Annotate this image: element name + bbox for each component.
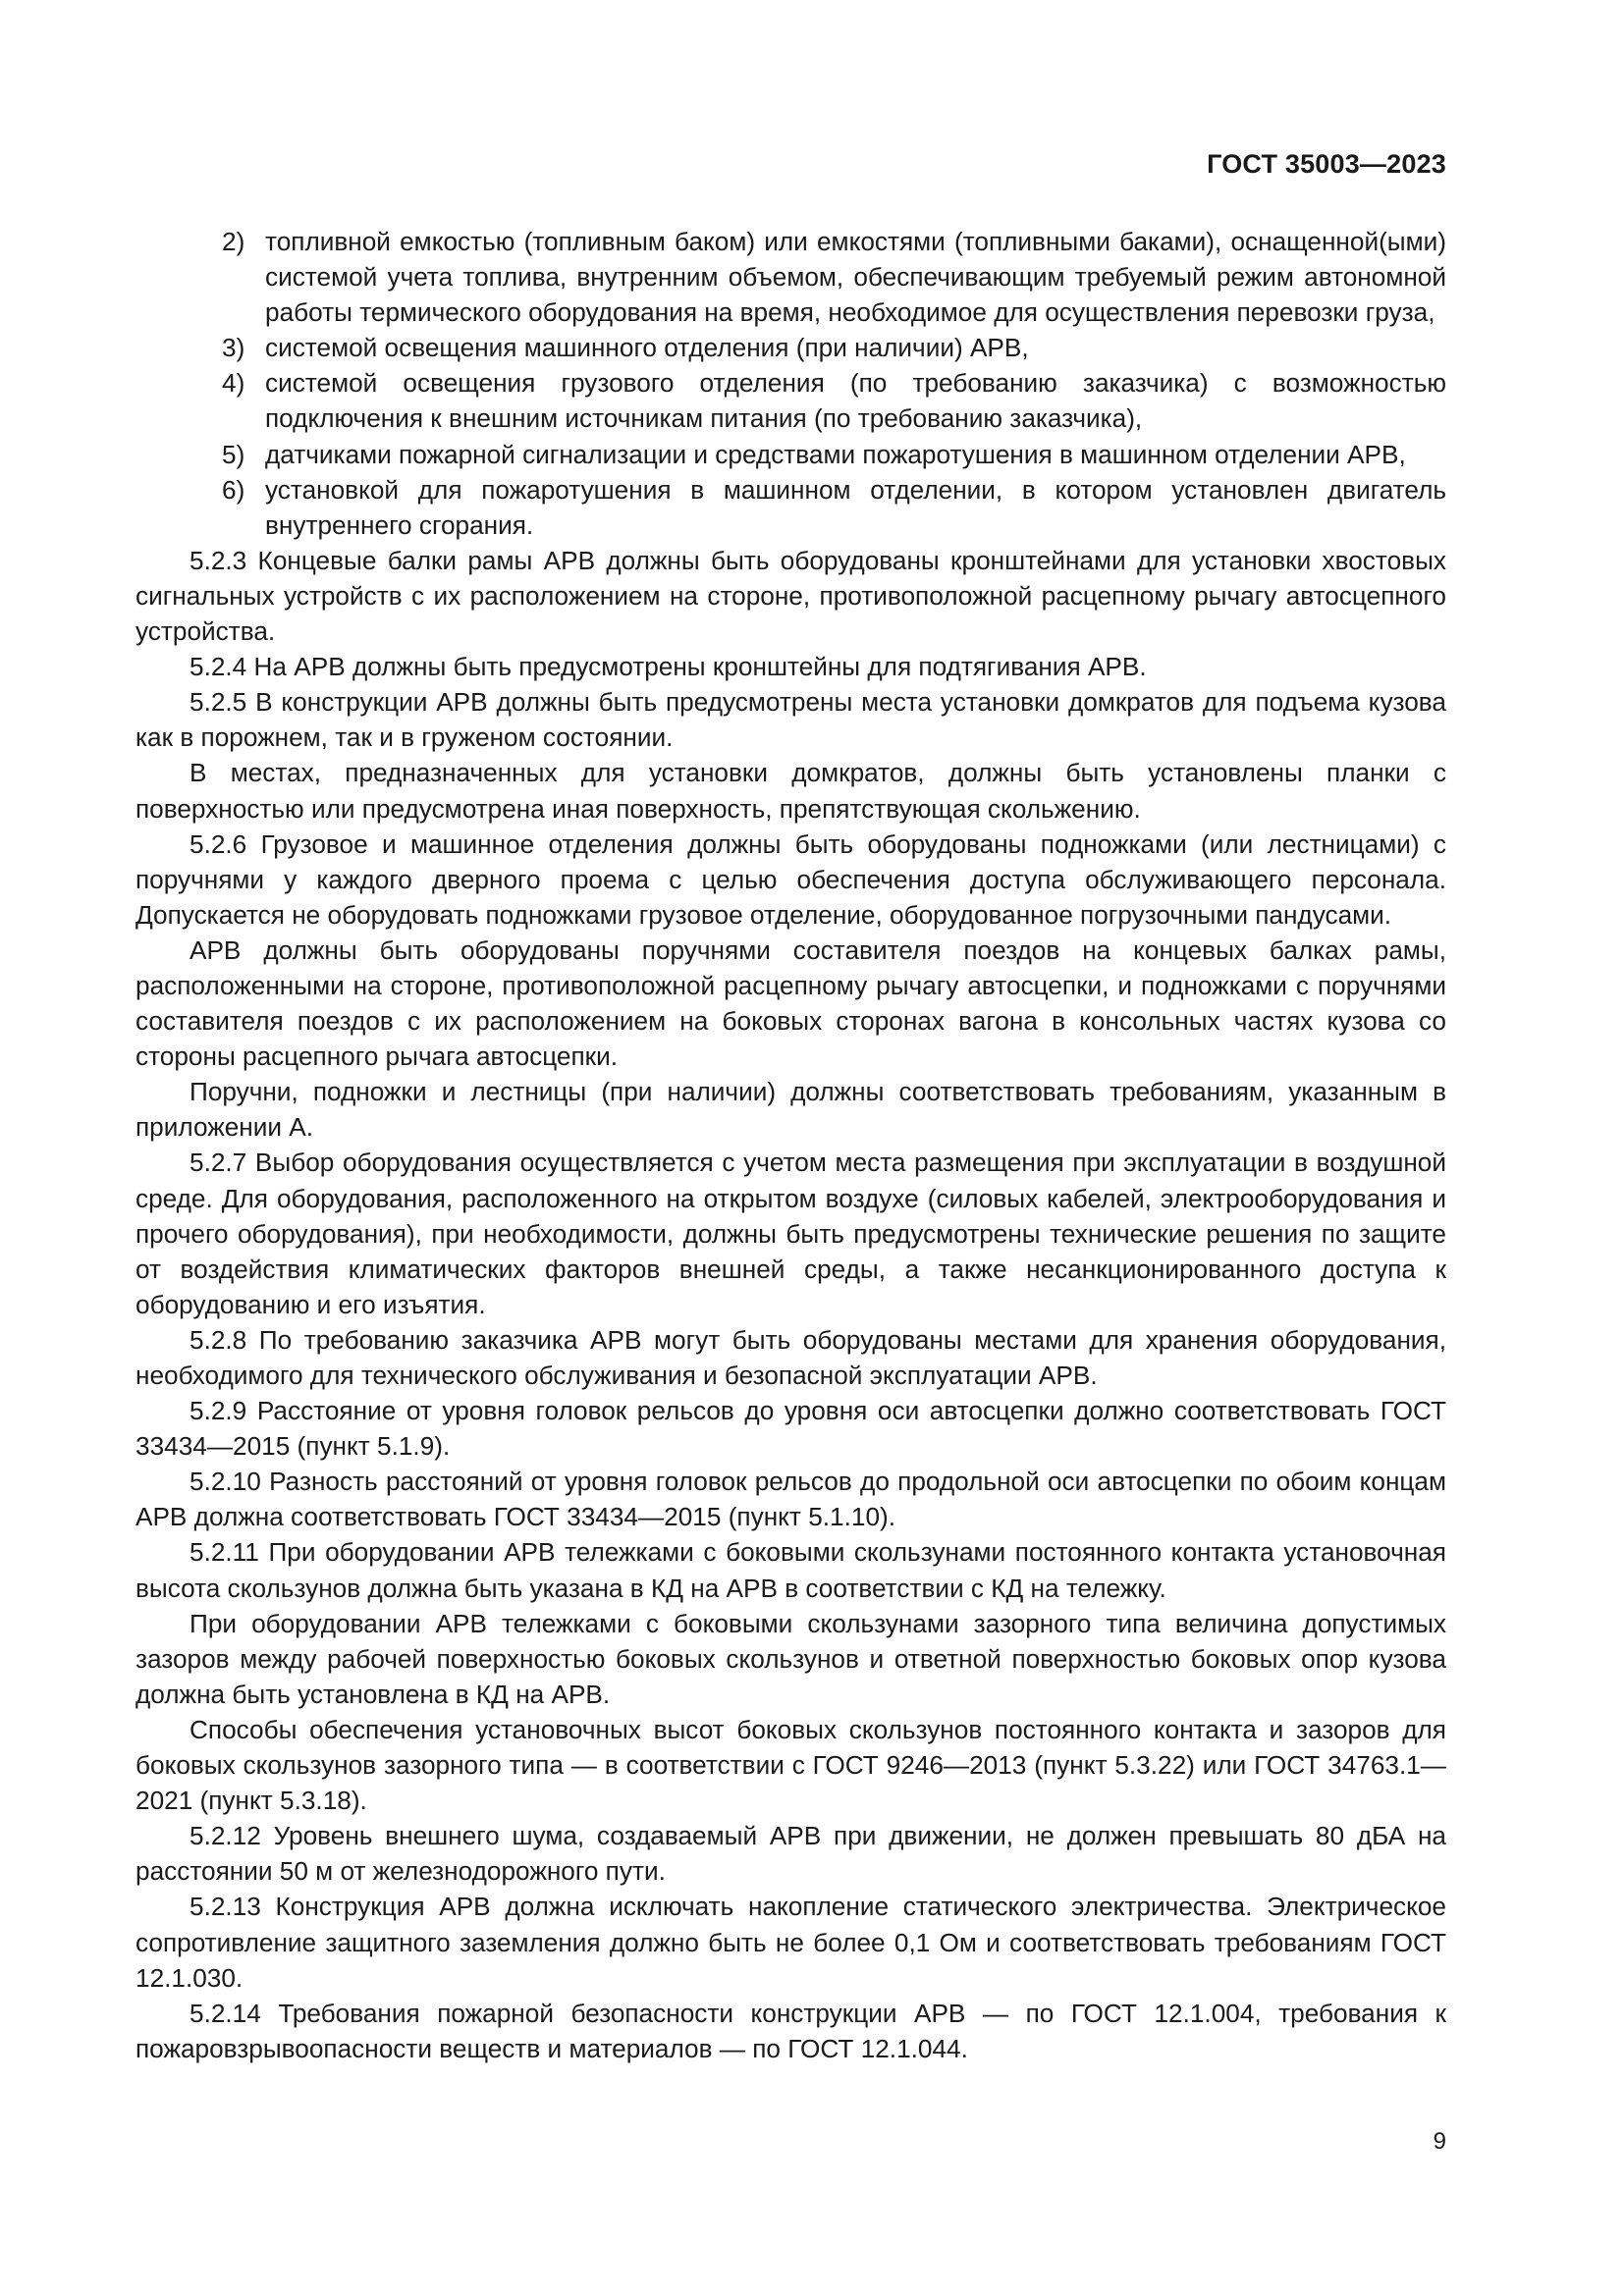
paragraph-5-2-7: 5.2.7 Выбор оборудования осуществляется с учетом места размещения при эксплуатации в воздушной среде. Для оборудования, расположенного на открытом воздухе (силовых кабелей, электрооборудования и прочего оборудования), при необходимости, должны быть предусмотрены технические решения по защите от воздействия климатических факторов внешней среды, а также несанкционированного доступа к оборудованию и его изъятия. — [135, 1148, 1446, 1319]
list-item-number: 2) — [222, 227, 245, 256]
list-item-number: 5) — [222, 439, 245, 469]
list-item — [135, 365, 1446, 436]
paragraph-5-2-11: 5.2.11 При оборудовании АРВ тележками с боковыми скользунами постоянного контакта установочная высота скользунов должна быть указана в КД на АРВ в соответствии с КД на тележку. — [135, 1537, 1446, 1603]
paragraph-5-2-3: 5.2.3 Концевые балки рамы АРВ должны быть оборудованы кронштейнами для установки хвостовых сигнальных устройств с их расположением на стороне, противоположной расцепному рычагу автосцепного устройства. — [135, 545, 1446, 647]
list-item-number: 4) — [222, 368, 245, 399]
paragraph-5-2-8: 5.2.8 По требованию заказчика АРВ могут быть оборудованы местами для хранения оборудования, необходимого для технического обслуживания и безопасной эксплуатации АРВ. — [135, 1324, 1446, 1390]
paragraph-5-2-13: 5.2.13 Конструкция АРВ должна исключать накопление статического электричества. Электрическое сопротивление защитного заземления должно быть не более 0,1 Ом и соответствовать требованиям ГОСТ 12.1.030. — [135, 1892, 1446, 1993]
page-number: 9 — [1433, 2128, 1446, 2155]
list-item-text: системой освещения машинного отделения (при наличии) АРВ, — [265, 333, 1029, 363]
paragraph-5-2-4: 5.2.4 На АРВ должны быть предусмотрены кронштейны для подтягивания АРВ. — [189, 652, 1147, 682]
list-item — [135, 224, 1446, 330]
list-item-text: топливной емкостью (топливным баком) или емкостями (топливными баками), оснащенной(ыми) системой учета топлива, внутренним объемом, обеспечивающим требуемый режим автономной работы термического оборудования на время, необходимое для осуществления перевозки груза, — [265, 227, 1446, 328]
paragraph-5-2-9: 5.2.9 Расстояние от уровня головок рельсов до уровня оси автосцепки должно соответствовать ГОСТ 33434—2015 (пункт 5.1.9). — [135, 1396, 1446, 1462]
list-item-number: 3) — [222, 333, 245, 363]
paragraph-5-2-10: 5.2.10 Разность расстояний от уровня головок рельсов до продольной оси автосцепки по обоим концам АРВ должна соответствовать ГОСТ 33434—2015 (пункт 5.1.10). — [135, 1467, 1446, 1532]
list-item-text: установкой для пожаротушения в машинном отделении, в котором установлен двигатель внутреннего сгорания. — [265, 474, 1446, 540]
list-item-text: датчиками пожарной сигнализации и средствами пожаротушения в машинном отделении АРВ, — [265, 439, 1406, 469]
document-code-header: ГОСТ 35003—2023 — [1207, 149, 1446, 179]
paragraph-gap-sliders: При оборудовании АРВ тележками с боковыми скользунами зазорного типа величина допустимых зазоров между рабочей поверхностью боковых скользунов и ответной поверхностью боковых опор кузова должна быть установлена в КД на АРВ. — [135, 1608, 1446, 1709]
paragraph-5-2-5: 5.2.5 В конструкции АРВ должны быть предусмотрены места установки домкратов для подъема кузова как в порожнем, так и в груженом состоянии. — [135, 687, 1446, 753]
list-item-text: системой освещения грузового отделения (по требованию заказчика) с возможностью подключения к внешним источникам питания (по требованию заказчика), — [265, 368, 1446, 434]
list-item — [135, 437, 1446, 472]
paragraph-jack-places: В местах, предназначенных для установки домкратов, должны быть установлены планки с поверхностью или предусмотрена иная поверхность, препятствующая скольжению. — [135, 758, 1446, 824]
list-item-number: 6) — [222, 474, 245, 505]
paragraph-slider-methods: Способы обеспечения установочных высот боковых скользунов постоянного контакта и зазоров для боковых скользунов зазорного типа — в соответствии с ГОСТ 9246—2013 (пункт 5.3.22) или ГОСТ 34763.1—2021 (пункт 5.3.18). — [135, 1714, 1446, 1816]
paragraph-appendix-ref: Поручни, подножки и лестницы (при наличии) должны соответствовать требованиям, указанным в приложении А. — [135, 1077, 1446, 1143]
paragraph-5-2-12: 5.2.12 Уровень внешнего шума, создаваемый АРВ при движении, не должен превышать 80 дБА на расстоянии 50 м от железнодорожного пути. — [135, 1821, 1446, 1887]
list-item — [135, 472, 1446, 543]
paragraph-5-2-6: 5.2.6 Грузовое и машинное отделения должны быть оборудованы подножками (или лестницами) с поручнями у каждого дверного проема с целью обеспечения доступа обслуживающего персонала. Допускается не оборудовать подножками грузовое отделение, оборудованное погрузочными пандусами. — [135, 828, 1446, 930]
page-body — [135, 224, 1446, 2066]
paragraph-5-2-14: 5.2.14 Требования пожарной безопасности конструкции АРВ — по ГОСТ 12.1.004, требования к пожаровзрывоопасности веществ и материалов — по ГОСТ 12.1.044. — [135, 1998, 1446, 2063]
paragraph-handrails: АРВ должны быть оборудованы поручнями составителя поездов на концевых балках рамы, расположенными на стороне, противоположной расцепному рычагу автосцепки, и подножками с поручнями составителя поездов с их расположением на боковых сторонах вагона в консольных частях кузова со стороны расцепного рычага автосцепки. — [135, 934, 1446, 1072]
list-item — [135, 330, 1446, 365]
